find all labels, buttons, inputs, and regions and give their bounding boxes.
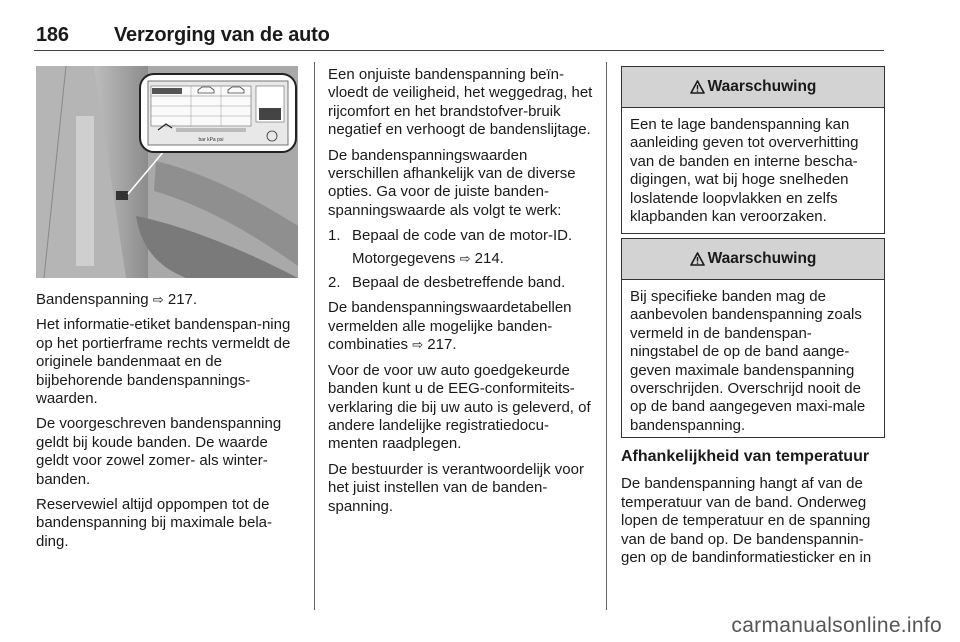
list-number: 2.: [328, 274, 341, 292]
warning-header: [622, 67, 884, 108]
warning-box: [621, 238, 885, 438]
column-2: [328, 66, 593, 523]
door-frame-illustration: [36, 66, 298, 278]
list-item: [328, 274, 593, 292]
warning-text: Een te lage bandenspanning kan aanleiding geven tot oververhitting van de banden en interne bescha-digingen, wat bij hoge snelheden loslatende loopvlakken en zelfs klapbanden kan veroorzaken.: [630, 116, 859, 226]
warning-header: [622, 239, 884, 280]
paragraph: Een onjuiste bandenspanning beïn-vloedt de veiligheid, het weggedrag, het rijcomfort en het brandstofver-bruik negatief en verhoogt de bandenslijtage.: [328, 66, 593, 139]
column-1: [36, 291, 301, 558]
door-frame-photo: [36, 66, 298, 278]
warning-text: Bij specifieke banden mag de aanbevolen bandenspanning zoals vermeld in de bandenspan-ningstabel de op de band aange-geven maximale bandenspanning overschrijden. Overschrijd nooit de op de band aangegeven maxi-male bandenspanning.: [630, 288, 866, 434]
cross-reference-arrow-icon: ⇨: [412, 337, 424, 353]
paragraph: De bandenspanning hangt af van de temperatuur van de band. Onderweg lopen de temperatuur en de spanning van de band op. De bandenspannin-gen op de bandinformatiesticker en in: [621, 475, 872, 567]
paragraph: De bandenspanningswaarden verschillen afhankelijk van de diverse opties. Ga voor de juiste banden-spanningswaarde als volgt te werk:: [328, 146, 576, 219]
cross-reference-arrow-icon: ⇨: [459, 250, 471, 266]
warning-triangle-icon: [690, 80, 705, 94]
paragraph: De bestuurder is verantwoordelijk voor het juist instellen van de banden-spanning.: [328, 460, 584, 515]
paragraph: [328, 299, 593, 354]
paragraph-text: De bandenspanningswaardetabellen vermelden alle mogelijke banden-combinaties: [328, 299, 572, 354]
warning-triangle-icon: [690, 252, 705, 266]
column-divider: [314, 62, 315, 610]
warning-title: Waarschuwing: [707, 250, 817, 267]
paragraph: [36, 291, 301, 309]
warning-box: [621, 66, 885, 234]
pressure-unit-text: bar kPa psi: [198, 137, 224, 143]
section-heading: Afhankelijkheid van temperatuur: [621, 448, 870, 465]
page-number: 186: [36, 24, 69, 46]
page-header: [36, 24, 330, 47]
list-item-text: Bepaal de desbetreffende band.: [352, 274, 566, 292]
column-3: [621, 448, 886, 574]
steps-list: [328, 227, 593, 292]
paragraph-text: Bandenspanning: [36, 291, 153, 308]
paragraph: Het informatie-etiket bandenspan-ning op het portierframe rechts vermeldt de originele bandenmaat en de bijbehorende bandenspannings-waarden.: [36, 316, 291, 408]
warning-title: Waarschuwing: [707, 78, 817, 95]
page-title: Verzorging van de auto: [114, 24, 330, 46]
paragraph: De voorgeschreven bandenspanning geldt bij koude banden. De waarde geldt voor zowel zomer- als winter-banden.: [36, 415, 282, 488]
page-reference[interactable]: 217.: [427, 336, 457, 354]
page-reference[interactable]: 217.: [167, 291, 198, 308]
cross-reference-arrow-icon: ⇨: [152, 292, 164, 307]
list-number: 1.: [328, 227, 341, 245]
paragraph: Reservewiel altijd oppompen tot de bandenspanning bij maximale bela-ding.: [36, 496, 272, 550]
page-reference[interactable]: 214.: [474, 249, 504, 267]
header-rule: [34, 50, 884, 51]
list-item-text: Bepaal de code van de motor-ID.: [352, 227, 573, 245]
watermark: carmanualsonline.info: [731, 614, 942, 637]
list-item: [328, 227, 593, 268]
column-divider: [606, 62, 607, 610]
list-item-subtext: [352, 250, 593, 268]
paragraph: Voor de voor uw auto goedgekeurde banden kunt u de EEG-conformiteits-verklaring die bij uw auto is geleverd, of andere landelijke registratiedocu-menten raadplegen.: [328, 361, 591, 453]
subtext-label: Motorgegevens: [352, 249, 460, 267]
